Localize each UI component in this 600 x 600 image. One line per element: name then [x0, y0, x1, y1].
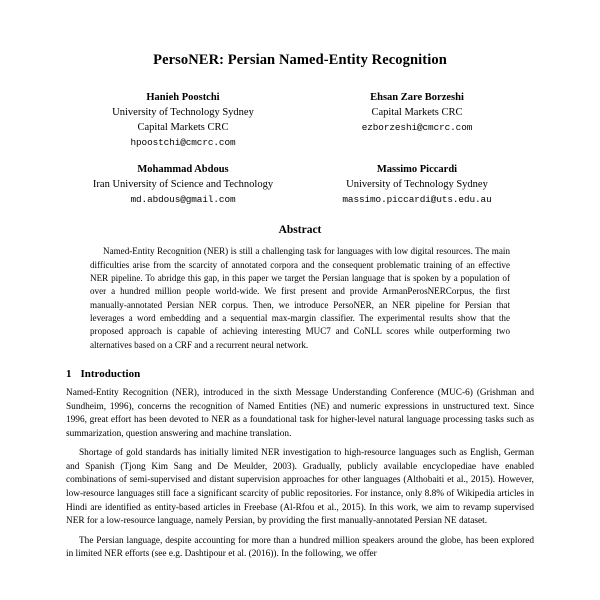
author-affiliation-line-1: University of Technology Sydney [346, 178, 488, 190]
author-name: Mohammad Abdous [137, 164, 229, 176]
author-email: ezborzeshi@cmcrc.com [361, 121, 473, 133]
author-email: massimo.piccardi@uts.edu.au [342, 193, 492, 205]
paragraph: Shortage of gold standards has initially limited NER investigation to high-resource languages such as English, German and Spanish (Tjong Kim Sang and De Meulder, 2003). Gradually, publicly available encyclopediae have enabled combinations of semi-supervised and distant supervision approaches for other languages (Althobaiti et al., 2015). However, low-resource languages still face a significant scarcity of public repositories. For instance, only 8.8% of Wikipedia articles in Hindi are identified as entity-based articles in Freebase (Al-Rfou et al., 2015). In this work, we aim to revamp supervised NER for a low-resource language, namely Persian, by providing the first manually-annotated Persian NE dataset. [66, 448, 534, 527]
section-number: 1 [66, 368, 72, 381]
author-row [66, 163, 534, 206]
abstract-heading: Abstract [278, 224, 322, 237]
author-affiliation-line-1: Capital Markets CRC [371, 106, 463, 118]
page-title: PersoNER: Persian Named-Entity Recognition [153, 52, 447, 68]
author-entry [66, 163, 300, 206]
author-email: hpoostchi@cmcrc.com [130, 136, 236, 148]
section-title: Introduction [80, 368, 141, 381]
paragraph: The Persian language, despite accounting for more than a hundred million speakers around the globe, has been explored in limited NER efforts (see e.g. Dashtipour et al. (2016)). In the following, we offer [66, 535, 534, 560]
author-entry [66, 91, 300, 149]
author-entry [300, 163, 534, 206]
author-affiliation-line-1: University of Technology Sydney [112, 106, 254, 118]
author-affiliation-line-2: Capital Markets CRC [137, 121, 229, 133]
author-email: md.abdous@gmail.com [130, 193, 236, 205]
section-heading-introduction [66, 368, 534, 380]
author-name: Massimo Piccardi [376, 164, 458, 176]
author-name: Hanieh Poostchi [146, 92, 220, 103]
author-entry [300, 91, 534, 149]
author-name: Ehsan Zare Borzeshi [370, 92, 464, 103]
author-affiliation-line-1: Iran University of Science and Technology [92, 178, 274, 190]
paragraph: Named-Entity Recognition (NER), introduced in the sixth Message Understanding Conference (MUC-6) (Grishman and Sundheim, 1996), concerns the recognition of Named Entities (NE) and numeric expressions in unstructured text. Since 1996, great effort has been devoted to NER as a foundational task for higher-level natural language processing tasks such as summarization, question answering and machine translation. [66, 388, 534, 439]
author-block [66, 91, 534, 206]
author-row [66, 91, 534, 149]
abstract-text: Named-Entity Recognition (NER) is still a challenging task for languages with low digital resources. The main difficulties arise from the scarcity of annotated corpora and the consequent problematic training of an effective NER pipeline. To abridge this gap, in this paper we target the Persian language that is spoken by a population of over a hundred million people world-wide. We first present and provide ArmanPerosNERCorpus, the first manually-annotated Persian NER corpus. Then, we introduce PersoNER, an NER pipeline for Persian that leverages a word embedding and a sequential max-margin classifier. The experimental results show that the proposed approach is capable of achieving interesting MUC7 and CoNLL scores while outperforming two alternatives based on a CRF and a recurrent neural network. [90, 246, 510, 350]
